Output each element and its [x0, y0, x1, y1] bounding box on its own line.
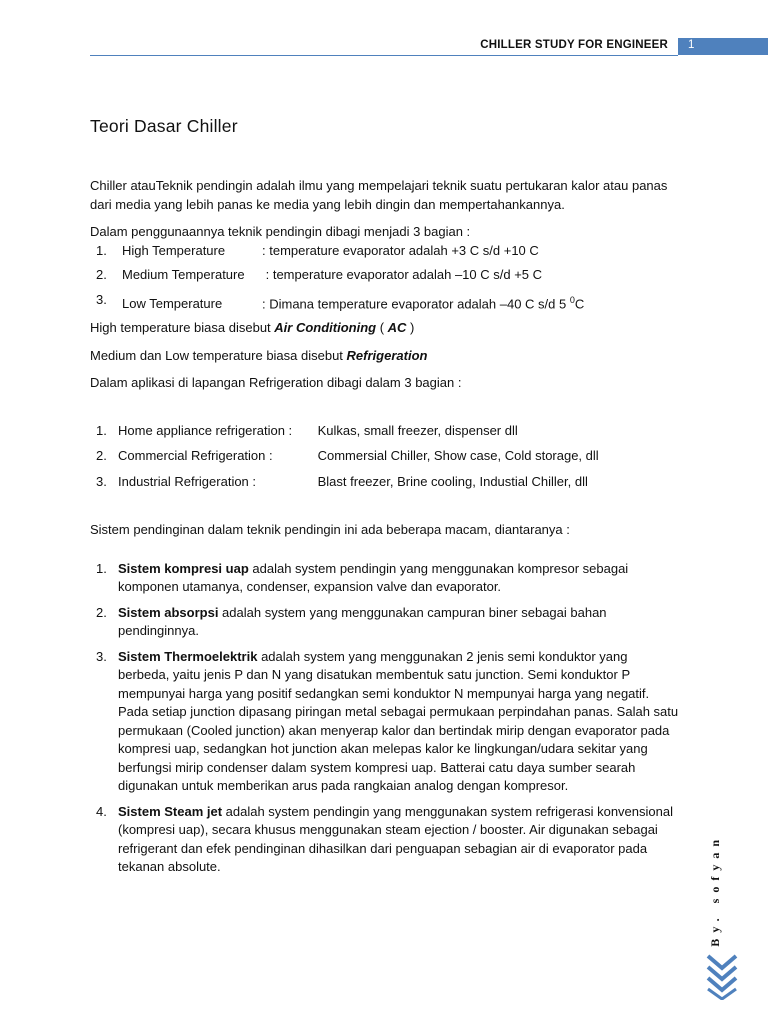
temperature-desc: : temperature evaporator adalah +3 C s/d +10 C	[262, 242, 539, 258]
page-number-box	[678, 38, 768, 55]
temperature-list	[90, 242, 680, 314]
refrigeration-name: Home appliance refrigeration :	[118, 422, 293, 438]
refrigeration-list	[90, 422, 680, 492]
application-intro: Dalam aplikasi di lapangan Refrigeration dibagi dalam 3 bagian :	[90, 375, 462, 391]
refrigeration-desc: Blast freezer, Brine cooling, Industial Chiller, dll	[314, 473, 588, 489]
list-item	[90, 604, 680, 641]
system-desc: adalah system pendingin yang menggunakan system refrigerasi konvensional (kompresi uap), secara khusus menggunakan steam ejection / booster. Air digunakan sebagai refrigerant dan efek pendinginan dihasilkan dari penguapan sebagian air di evaporator pada tekanan absolute.	[118, 803, 673, 875]
list-item	[90, 447, 680, 466]
temperature-name: High Temperature	[122, 242, 226, 258]
medium-low-prefix: Medium dan Low temperature biasa disebut	[90, 347, 347, 363]
list-number: 2.	[96, 267, 107, 282]
refrigeration-desc: Commersial Chiller, Show case, Cold storage, dll	[314, 448, 599, 464]
medium-low-term: Refrigeration	[346, 347, 428, 363]
list-item	[90, 803, 680, 877]
refrigeration-name: Industrial Refrigeration :	[118, 473, 257, 489]
system-name: Sistem Steam jet	[118, 803, 223, 819]
temperature-name: Medium Temperature	[122, 267, 245, 282]
list-number: 3.	[96, 473, 107, 489]
list-item	[90, 422, 680, 441]
list-item	[90, 473, 680, 492]
header-title: CHILLER STUDY FOR ENGINEER	[480, 39, 668, 51]
degree-superscript: 0	[569, 294, 575, 305]
high-temp-abbr: AC	[387, 320, 407, 336]
list-number: 2.	[96, 604, 107, 620]
intro-paragraph: Chiller atauTeknik pendingin adalah ilmu yang mempelajari teknik suatu pertukaran kalor atau panas dari media yang lebih panas ke media yang lebih dingin dan mempertahankannya.	[90, 178, 668, 212]
temperature-unit: C	[574, 295, 585, 311]
high-temp-prefix: High temperature biasa disebut	[90, 320, 275, 336]
list-item	[90, 266, 680, 285]
systems-list	[90, 560, 680, 877]
refrigeration-desc: Kulkas, small freezer, dispenser dll	[314, 422, 518, 438]
author-byline: By. sofyan	[708, 834, 722, 947]
system-desc: adalah system yang menggunakan 2 jenis semi konduktor yang berbeda, yaitu jenis P dan N yang disatukan membentuk satu junction. Semi konduktor P mempunyai harga yang positif sedangkan semi konduktor N mempunyai harga yang negatif. Pada setiap junction dipasang piringan metal sebagai permukaan perpindahan panas. Salah satu permukaan (Cooled junction) akan menyerap kalor dan bertindak mirip dengan evaporator pada kompresi uap, sedangkan hot junction akan melepas kalor ke lingkungan/udara sekitar yang berfungsi mirip condenser dalam system kompresi uap. Batterai catu daya sumber searah digunakan untuk memberikan arus pada rangkaian analog dengan kompresor.	[118, 648, 679, 794]
system-name: Sistem absorpsi	[118, 604, 219, 620]
list-number: 1.	[96, 422, 107, 438]
temperature-desc: : temperature evaporator adalah –10 C s/d +5 C	[262, 267, 543, 282]
list-number: 2.	[96, 448, 107, 464]
system-desc: adalah system pendingin yang menggunakan kompresor sebagai komponen utamanya, condenser, expansion valve dan evaporator.	[118, 560, 629, 595]
list-number: 3.	[96, 291, 107, 307]
list-number: 3.	[96, 648, 107, 664]
system-name: Sistem Thermoelektrik	[118, 648, 258, 664]
list-item	[90, 242, 680, 261]
system-desc: adalah system yang menggunakan campuran biner sebagai bahan pendinginnya.	[118, 604, 607, 639]
list-item	[90, 291, 680, 314]
chevron-down-icon	[704, 952, 740, 1000]
page-header	[0, 38, 768, 56]
high-temp-line	[90, 319, 680, 338]
refrigeration-name: Commercial Refrigeration :	[118, 448, 273, 464]
header-rule	[90, 55, 678, 56]
list-number: 4.	[96, 803, 107, 819]
system-name: Sistem kompresi uap	[118, 560, 249, 576]
systems-intro: Sistem pendinginan dalam teknik pendingin ini ada beberapa macam, diantaranya :	[90, 522, 570, 538]
temperature-name: Low Temperature	[122, 295, 223, 311]
paren-open: (	[376, 320, 388, 336]
list-number: 1.	[96, 242, 107, 258]
list-item	[90, 560, 680, 597]
paren-close: )	[406, 320, 415, 336]
page-number: 1	[688, 39, 695, 51]
list-item	[90, 648, 680, 796]
document-title: Teori Dasar Chiller	[90, 116, 238, 136]
medium-low-line	[90, 347, 680, 366]
temperature-desc: : Dimana temperature evaporator adalah –40 C s/d 5	[262, 295, 570, 311]
document-body	[90, 116, 680, 884]
usage-intro: Dalam penggunaannya teknik pendingin dibagi menjadi 3 bagian :	[90, 224, 471, 239]
list-number: 1.	[96, 560, 107, 576]
high-temp-term: Air Conditioning	[274, 320, 377, 336]
